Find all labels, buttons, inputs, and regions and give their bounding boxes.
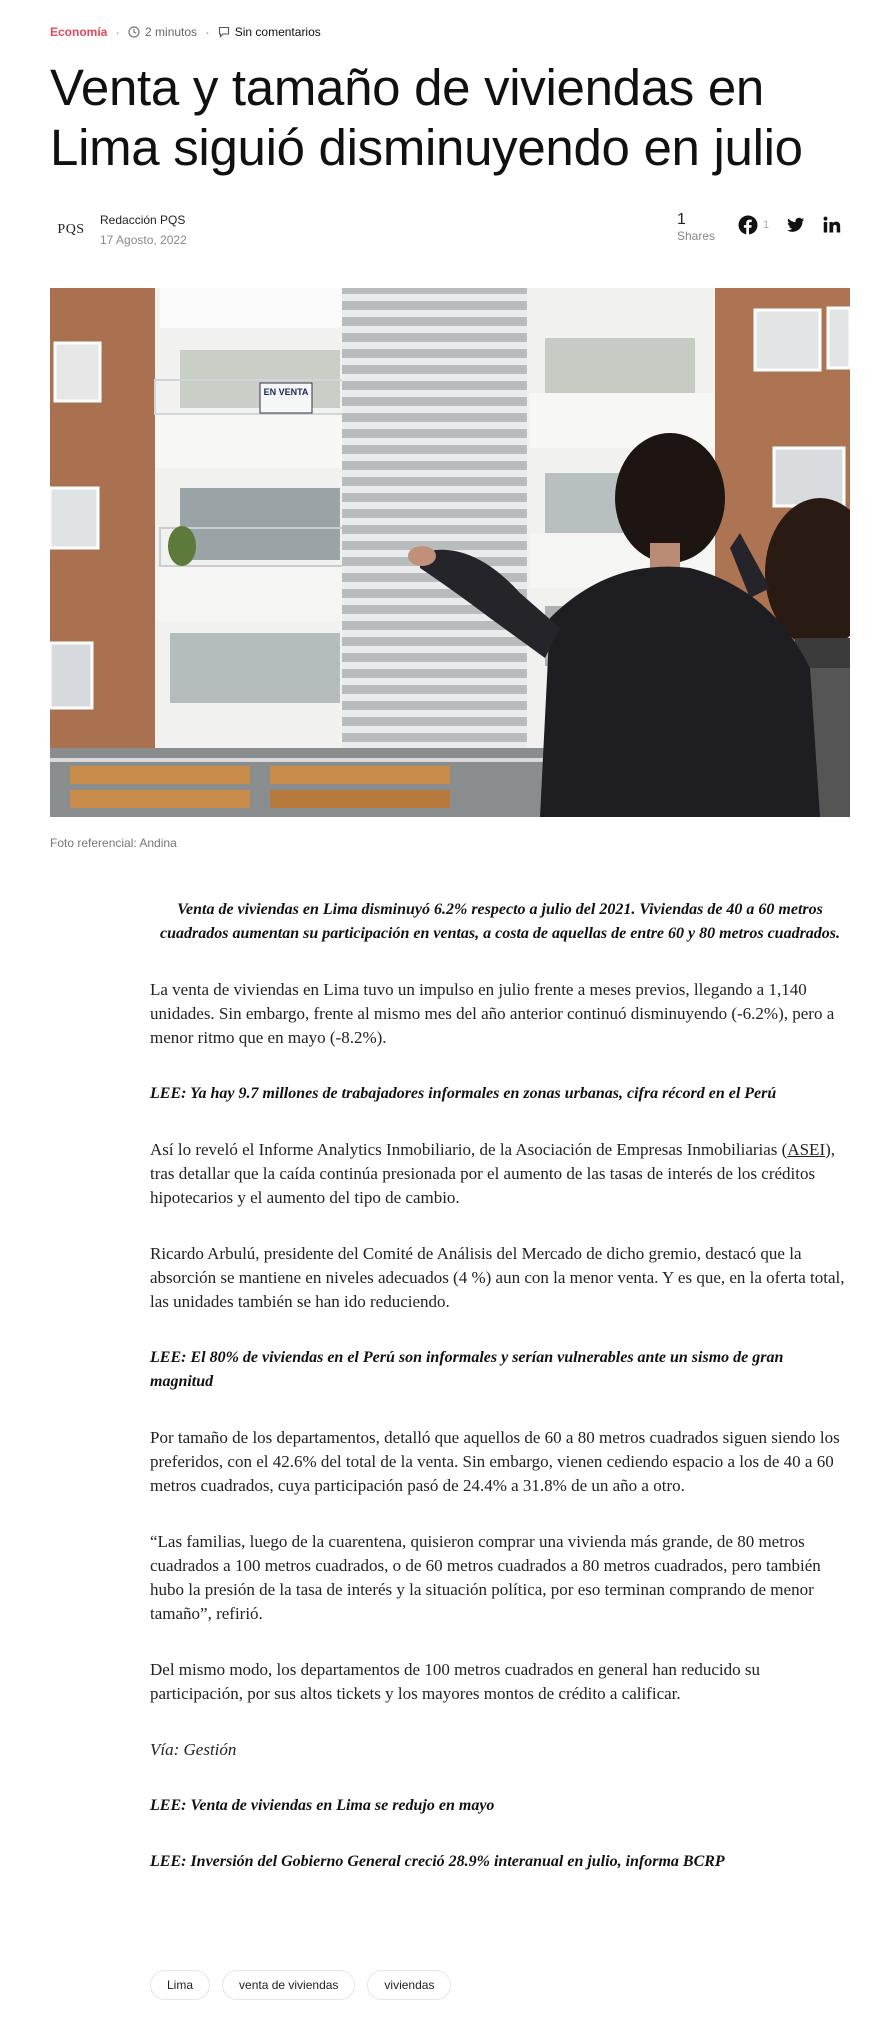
- read-time: 2 minutos: [145, 25, 198, 39]
- author-avatar[interactable]: PQS: [57, 222, 85, 237]
- separator-dot: ·: [205, 24, 210, 40]
- paragraph: [150, 1138, 850, 1210]
- paragraph: Ricardo Arbulú, presidente del Comité de Análisis del Mercado de dicho gremio, destacó que la absorción se mantiene en niveles adecuados (4 %) aun con la menor venta. Y es que, en la oferta total, las unidades también se han ido reduciendo.: [150, 1244, 845, 1311]
- en-venta-sign: EN VENTA: [263, 387, 309, 397]
- facebook-icon[interactable]: [738, 215, 758, 235]
- paragraph-text: Así lo reveló el Informe Analytics Inmobiliario, de la Asociación de Empresas Inmobiliarias (: [150, 1140, 788, 1159]
- featured-image: [50, 288, 850, 817]
- paragraph-text: ), tras detallar que la caída continúa presionada por el aumento de las tasas de interés de los créditos hipotecarios y el aumento del tipo de cambio.: [150, 1140, 836, 1207]
- tag-list: [150, 1970, 463, 2000]
- social-share-buttons: [738, 215, 841, 235]
- article-title: Venta y tamaño de viviendas en Lima siguió disminuyendo en julio: [50, 59, 803, 176]
- clock-icon: [128, 26, 140, 38]
- category-link[interactable]: Economía: [50, 25, 108, 39]
- share-count-label: Shares: [677, 229, 716, 243]
- asei-link[interactable]: ASEI: [787, 1140, 826, 1159]
- tag-venta-de-viviendas[interactable]: venta de viviendas: [222, 1970, 355, 2000]
- tag-viviendas[interactable]: viviendas: [367, 1970, 451, 2000]
- related-link[interactable]: LEE: Venta de viviendas en Lima se redujo en mayo: [150, 1797, 495, 1814]
- related-link[interactable]: LEE: Ya hay 9.7 millones de trabajadores informales en zonas urbanas, cifra récord en el Perú: [150, 1085, 777, 1102]
- author-block: [50, 209, 187, 251]
- twitter-icon[interactable]: [787, 216, 805, 234]
- building-photo: [50, 288, 850, 817]
- related-link[interactable]: LEE: El 80% de viviendas en el Perú son informales y serían vulnerables ante un sismo de gran magnitud: [150, 1349, 784, 1390]
- paragraph: Por tamaño de los departamentos, detalló que aquellos de 60 a 80 metros cuadrados siguen siendo los preferidos, con el 42.6% del total de la venta. Sin embargo, vienen cediendo espacio a los de 40 a 60 metros cuadrados, cuya participación pasó de 24.4% a 31.8% de un año a otro.: [150, 1428, 840, 1495]
- separator-dot: ·: [115, 24, 121, 40]
- image-caption: Foto referencial: Andina: [50, 836, 177, 850]
- share-count: [677, 211, 715, 243]
- article-lead: Venta de viviendas en Lima disminuyó 6.2% respecto a julio del 2021. Viviendas de 40 a 60 metros cuadrados aumentan su participación en ventas, a costa de aquellas de entre 60 y 80 metros cuadrados.: [160, 901, 841, 942]
- linkedin-icon[interactable]: [823, 216, 841, 234]
- paragraph: La venta de viviendas en Lima tuvo un impulso en julio frente a meses previos, llegando a 1,140 unidades. Sin embargo, frente al mismo mes del año anterior continuó disminuyendo (-6.2%), pero a menor ritmo que en mayo (-8.2%).: [150, 980, 835, 1047]
- related-link[interactable]: LEE: Inversión del Gobierno General creció 28.9% interanual en julio, informa BCRP: [150, 1853, 725, 1870]
- tag-lima[interactable]: Lima: [150, 1970, 210, 2000]
- louvre-slats: [342, 294, 527, 749]
- article-body: [150, 898, 850, 1906]
- article-meta: [50, 24, 321, 40]
- comment-icon: [218, 26, 230, 38]
- share-count-number: 1: [677, 211, 686, 228]
- publish-date: 17 Agosto, 2022: [100, 233, 187, 247]
- paragraph: “Las familias, luego de la cuarentena, quisieron comprar una vivienda más grande, de 80 metros cuadrados a 100 metros cuadrados, o de 60 metros cuadrados a 80 metros cuadrados, pero también hubo la presión de la tasa de interés y la situación política, por eso terminan comprando de menor tamaño”, refirió.: [150, 1532, 821, 1623]
- author-name[interactable]: Redacción PQS: [100, 213, 186, 227]
- comments-link[interactable]: Sin comentarios: [234, 25, 321, 39]
- source-credit: Vía: Gestión: [150, 1740, 237, 1759]
- facebook-share-count: 1: [763, 219, 770, 231]
- paragraph: Del mismo modo, los departamentos de 100 metros cuadrados en general han reducido su participación, por sus altos tickets y los mayores montos de crédito a calificar.: [150, 1660, 760, 1703]
